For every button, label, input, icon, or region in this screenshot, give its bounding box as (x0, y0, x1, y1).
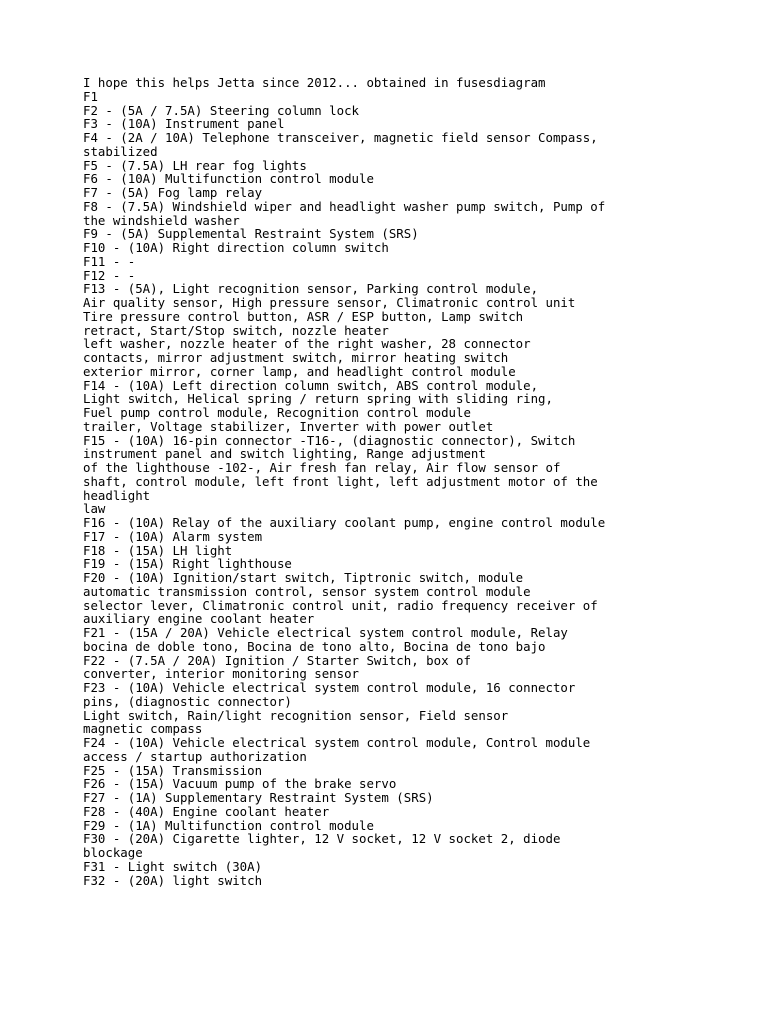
text-line: F30 - (20A) Cigarette lighter, 12 V socket, 12 V socket 2, diode (83, 831, 561, 847)
text-line: F32 - (20A) light switch (83, 872, 263, 888)
text-line: left washer, nozzle heater of the right washer, 28 connector (83, 336, 531, 352)
text-line: bocina de doble tono, Bocina de tono alto, Bocina de tono bajo (83, 638, 546, 654)
text-line: retract, Start/Stop switch, nozzle heater (83, 322, 389, 338)
text-line: shaft, control module, left front light, left adjustment motor of the (83, 473, 598, 489)
text-line: Light switch, Rain/light recognition sensor, Field sensor (83, 707, 509, 723)
text-line: I hope this helps Jetta since 2012... obtained in fusesdiagram (83, 75, 546, 90)
text-line: F2 - (5A / 7.5A) Steering column lock (83, 102, 360, 118)
text-line: law (83, 501, 106, 517)
text-line: F23 - (10A) Vehicle electrical system control module, 16 connector (83, 680, 576, 695)
text-line: F20 - (10A) Ignition/start switch, Tiptronic switch, module (83, 570, 524, 585)
text-line: instrument panel and switch lighting, Range adjustment (83, 446, 486, 462)
text-line: Air quality sensor, High pressure sensor, Climatronic control unit (83, 295, 576, 310)
text-line: access / startup authorization (83, 748, 307, 764)
text-line: trailer, Voltage stabilizer, Inverter with power outlet (83, 418, 494, 434)
text-line: Tire pressure control button, ASR / ESP button, Lamp switch (83, 308, 524, 324)
text-line: exterior mirror, corner lamp, and headlight control module (83, 363, 516, 379)
text-line: F29 - (1A) Multifunction control module (83, 817, 374, 833)
text-line: F17 - (10A) Alarm system (83, 528, 263, 544)
text-line: selector lever, Climatronic control unit, radio frequency receiver of (83, 597, 598, 613)
text-line: auxiliary engine coolant heater (83, 611, 315, 627)
text-line: F26 - (15A) Vacuum pump of the brake servo (83, 776, 397, 792)
text-line: F5 - (7.5A) LH rear fog lights (83, 157, 307, 173)
text-line: F14 - (10A) Left direction column switch, ABS control module, (83, 377, 539, 393)
text-line: stabilized (83, 143, 158, 159)
text-line: magnetic compass (83, 721, 203, 737)
text-line: contacts, mirror adjustment switch, mirror heating switch (83, 350, 509, 365)
text-line: F15 - (10A) 16-pin connector -T16-, (diagnostic connector), Switch (83, 432, 576, 448)
text-line: F25 - (15A) Transmission (83, 762, 263, 778)
text-line: F3 - (10A) Instrument panel (83, 116, 285, 132)
text-line: F28 - (40A) Engine coolant heater (83, 803, 330, 819)
text-line: the windshield washer (83, 212, 240, 228)
text-line: F16 - (10A) Relay of the auxiliary coolant pump, engine control module (83, 515, 606, 530)
text-line: F11 - - (83, 253, 136, 269)
text-line: F31 - Light switch (30A) (83, 858, 263, 874)
text-line: headlight (83, 487, 151, 503)
text-line: F12 - - (83, 267, 136, 283)
text-line: F6 - (10A) Multifunction control module (83, 171, 374, 187)
text-line: F27 - (1A) Supplementary Restraint System (SRS) (83, 790, 434, 805)
text-line: Fuel pump control module, Recognition control module (83, 405, 471, 420)
text-line: F9 - (5A) Supplemental Restraint System (SRS) (83, 226, 419, 242)
text-line: automatic transmission control, sensor system control module (83, 583, 531, 599)
text-line: converter, interior monitoring sensor (83, 666, 360, 682)
text-line: F1 (83, 88, 98, 104)
text-line: F10 - (10A) Right direction column switch (83, 240, 389, 255)
text-line: F4 - (2A / 10A) Telephone transceiver, magnetic field sensor Compass, (83, 130, 598, 145)
fuse-list-text (83, 76, 643, 887)
text-line: pins, (diagnostic connector) (83, 693, 292, 709)
text-line: F8 - (7.5A) Windshield wiper and headlight washer pump switch, Pump of (83, 198, 606, 214)
text-line: F18 - (15A) LH light (83, 542, 233, 558)
text-line: F21 - (15A / 20A) Vehicle electrical system control module, Relay (83, 625, 568, 640)
text-line: blockage (83, 845, 143, 860)
text-line: F13 - (5A), Light recognition sensor, Parking control module, (83, 281, 539, 297)
text-line: F24 - (10A) Vehicle electrical system control module, Control module (83, 735, 591, 750)
text-line: F22 - (7.5A / 20A) Ignition / Starter Switch, box of (83, 652, 471, 668)
text-line: F19 - (15A) Right lighthouse (83, 556, 292, 572)
text-line: F7 - (5A) Fog lamp relay (83, 185, 263, 200)
text-line: Light switch, Helical spring / return spring with sliding ring, (83, 391, 553, 407)
text-line: of the lighthouse -102-, Air fresh fan relay, Air flow sensor of (83, 460, 561, 475)
